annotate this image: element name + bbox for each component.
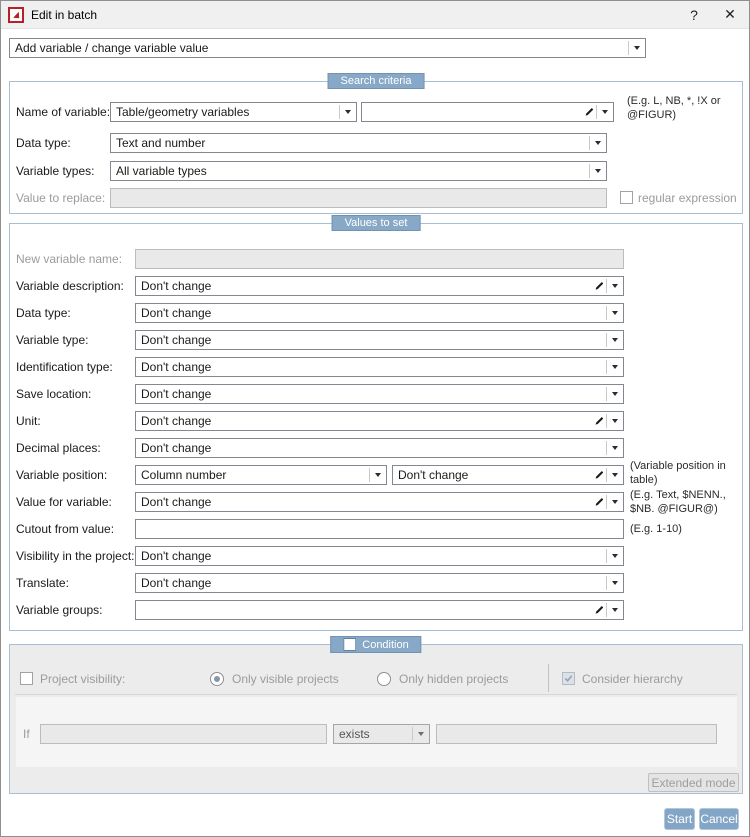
translate-row bbox=[10, 573, 742, 593]
unit-combo[interactable] bbox=[135, 411, 624, 431]
variable-groups-row bbox=[10, 600, 742, 620]
pencil-edit-icon[interactable] bbox=[591, 493, 606, 511]
cutout-from-value-label: Cutout from value: bbox=[16, 522, 115, 536]
new-variable-name-input bbox=[135, 249, 624, 269]
set-data-type-value: Don't change bbox=[141, 306, 212, 320]
visibility-row bbox=[10, 546, 742, 566]
visibility-label: Visibility in the project: bbox=[16, 549, 135, 563]
regular-expression-checkbox[interactable] bbox=[620, 191, 633, 204]
chevron-down-icon[interactable] bbox=[590, 162, 606, 180]
title-bar bbox=[1, 1, 749, 29]
variable-position-note: (Variable position in table) bbox=[630, 460, 726, 486]
variable-category-value: Table/geometry variables bbox=[116, 105, 250, 119]
consider-hierarchy-label: Consider hierarchy bbox=[582, 672, 683, 686]
variable-type-row bbox=[10, 330, 742, 350]
consider-hierarchy-checkbox bbox=[562, 672, 575, 685]
variable-position-combo[interactable] bbox=[392, 465, 624, 485]
chevron-down-icon[interactable] bbox=[607, 466, 623, 484]
project-visibility-checkbox[interactable] bbox=[20, 672, 33, 685]
variable-type-label: Variable type: bbox=[16, 333, 89, 347]
variable-description-row bbox=[10, 276, 742, 296]
condition-header bbox=[330, 636, 421, 653]
data-type-row bbox=[10, 133, 742, 153]
value-for-variable-note: (E.g. Text, $NENN., $NB. @FIGUR@) bbox=[630, 489, 726, 515]
search-criteria-header bbox=[328, 73, 425, 89]
condition-title: Condition bbox=[362, 638, 409, 651]
pencil-edit-icon[interactable] bbox=[591, 601, 606, 619]
pencil-edit-icon[interactable] bbox=[581, 103, 596, 121]
chevron-down-icon[interactable] bbox=[607, 331, 623, 349]
decimal-places-value: Don't change bbox=[141, 441, 212, 455]
regular-expression-label: regular expression bbox=[638, 191, 737, 205]
translate-select[interactable] bbox=[135, 573, 624, 593]
value-to-replace-row bbox=[10, 188, 742, 208]
pencil-edit-icon[interactable] bbox=[591, 277, 606, 295]
unit-row bbox=[10, 411, 742, 431]
decimal-places-label: Decimal places: bbox=[16, 441, 101, 455]
value-to-replace-label: Value to replace: bbox=[16, 191, 106, 205]
chevron-down-icon[interactable] bbox=[597, 103, 613, 121]
save-location-label: Save location: bbox=[16, 387, 92, 401]
search-criteria-title: Search criteria bbox=[340, 75, 412, 87]
value-for-variable-label: Value for variable: bbox=[16, 495, 112, 509]
help-button[interactable]: ? bbox=[690, 6, 698, 23]
variable-type-value: Don't change bbox=[141, 333, 212, 347]
variable-name-pattern-combo[interactable] bbox=[361, 102, 614, 122]
chevron-down-icon[interactable] bbox=[629, 39, 645, 57]
values-to-set-group bbox=[9, 217, 743, 631]
if-label: If bbox=[23, 727, 30, 741]
variable-description-value: Don't change bbox=[141, 279, 212, 293]
if-value-input bbox=[40, 724, 327, 744]
only-visible-projects-label: Only visible projects bbox=[232, 672, 339, 686]
chevron-down-icon[interactable] bbox=[370, 466, 386, 484]
name-of-variable-label: Name of variable: bbox=[16, 105, 111, 119]
value-for-variable-combo[interactable] bbox=[135, 492, 624, 512]
translate-label: Translate: bbox=[16, 576, 69, 590]
variable-description-label: Variable description: bbox=[16, 279, 124, 293]
chevron-down-icon[interactable] bbox=[607, 304, 623, 322]
variable-groups-combo[interactable] bbox=[135, 600, 624, 620]
search-data-type-value: Text and number bbox=[116, 136, 206, 150]
save-location-select[interactable] bbox=[135, 384, 624, 404]
check-icon bbox=[564, 674, 573, 683]
chevron-down-icon[interactable] bbox=[607, 412, 623, 430]
identification-type-label: Identification type: bbox=[16, 360, 113, 374]
close-button[interactable]: ✕ bbox=[724, 6, 736, 22]
only-hidden-projects-radio[interactable] bbox=[377, 672, 391, 686]
values-to-set-header bbox=[332, 215, 421, 231]
identification-type-value: Don't change bbox=[141, 360, 212, 374]
variable-types-select[interactable] bbox=[110, 161, 607, 181]
batch-mode-value: Add variable / change variable value bbox=[15, 41, 209, 55]
chevron-down-icon[interactable] bbox=[607, 547, 623, 565]
variable-position-mode-value: Column number bbox=[141, 468, 227, 482]
operator-value: exists bbox=[339, 727, 370, 741]
cutout-from-value-input[interactable] bbox=[135, 519, 624, 539]
cancel-button[interactable]: Cancel bbox=[699, 808, 739, 830]
chevron-down-icon[interactable] bbox=[607, 385, 623, 403]
window-title: Edit in batch bbox=[31, 7, 98, 22]
chevron-down-icon bbox=[413, 725, 429, 743]
set-data-type-row bbox=[10, 303, 742, 323]
search-criteria-group bbox=[9, 75, 743, 214]
chevron-down-icon[interactable] bbox=[590, 134, 606, 152]
variable-types-label: Variable types: bbox=[16, 164, 95, 178]
data-type-label: Data type: bbox=[16, 136, 71, 150]
identification-type-select[interactable] bbox=[135, 357, 624, 377]
radio-dot bbox=[214, 676, 220, 682]
identification-type-row bbox=[10, 357, 742, 377]
search-data-type-select[interactable] bbox=[110, 133, 607, 153]
variable-category-select[interactable] bbox=[110, 102, 357, 122]
decimal-places-select[interactable] bbox=[135, 438, 624, 458]
pencil-edit-icon[interactable] bbox=[591, 412, 606, 430]
variable-types-value: All variable types bbox=[116, 164, 207, 178]
chevron-down-icon[interactable] bbox=[607, 601, 623, 619]
divider bbox=[15, 694, 737, 695]
decimal-places-row bbox=[10, 438, 742, 458]
condition-checkbox[interactable] bbox=[343, 638, 356, 651]
variable-position-label: Variable position: bbox=[16, 468, 108, 482]
chevron-down-icon[interactable] bbox=[607, 574, 623, 592]
translate-value: Don't change bbox=[141, 576, 212, 590]
chevron-down-icon[interactable] bbox=[607, 277, 623, 295]
chevron-down-icon[interactable] bbox=[607, 358, 623, 376]
only-hidden-projects-label: Only hidden projects bbox=[399, 672, 509, 686]
visibility-value: Don't change bbox=[141, 549, 212, 563]
variable-position-mode-select[interactable] bbox=[135, 465, 387, 485]
chevron-down-icon[interactable] bbox=[340, 103, 356, 121]
if-panel bbox=[16, 697, 737, 767]
variable-position-value: Don't change bbox=[398, 468, 469, 482]
start-button[interactable]: Start bbox=[664, 808, 695, 830]
set-data-type-label: Data type: bbox=[16, 306, 71, 320]
visibility-select[interactable] bbox=[135, 546, 624, 566]
unit-label: Unit: bbox=[16, 414, 41, 428]
only-visible-projects-radio[interactable] bbox=[210, 672, 224, 686]
cutout-from-value-note: (E.g. 1-10) bbox=[630, 523, 682, 535]
save-location-row bbox=[10, 384, 742, 404]
condition-group bbox=[9, 638, 743, 794]
extended-mode-button: Extended mode bbox=[648, 773, 739, 792]
value-for-variable-value: Don't change bbox=[141, 495, 212, 509]
variable-type-select[interactable] bbox=[135, 330, 624, 350]
name-of-variable-note: (E.g. L, NB, *, !X or @FIGUR) bbox=[627, 95, 721, 121]
chevron-down-icon[interactable] bbox=[607, 439, 623, 457]
variable-types-row bbox=[10, 161, 742, 181]
variable-groups-label: Variable groups: bbox=[16, 603, 103, 617]
new-variable-name-row bbox=[10, 249, 742, 269]
compare-value-input bbox=[436, 724, 717, 744]
set-data-type-select[interactable] bbox=[135, 303, 624, 323]
project-visibility-label: Project visibility: bbox=[40, 672, 126, 686]
chevron-down-icon[interactable] bbox=[607, 493, 623, 511]
variable-description-combo[interactable] bbox=[135, 276, 624, 296]
save-location-value: Don't change bbox=[141, 387, 212, 401]
batch-mode-select[interactable] bbox=[9, 38, 646, 58]
divider bbox=[548, 664, 549, 692]
unit-value: Don't change bbox=[141, 414, 212, 428]
values-to-set-title: Values to set bbox=[344, 217, 408, 229]
app-icon bbox=[8, 7, 24, 23]
pencil-edit-icon[interactable] bbox=[591, 466, 606, 484]
new-variable-name-label: New variable name: bbox=[16, 252, 123, 266]
operator-select bbox=[333, 724, 430, 744]
value-to-replace-input bbox=[110, 188, 607, 208]
